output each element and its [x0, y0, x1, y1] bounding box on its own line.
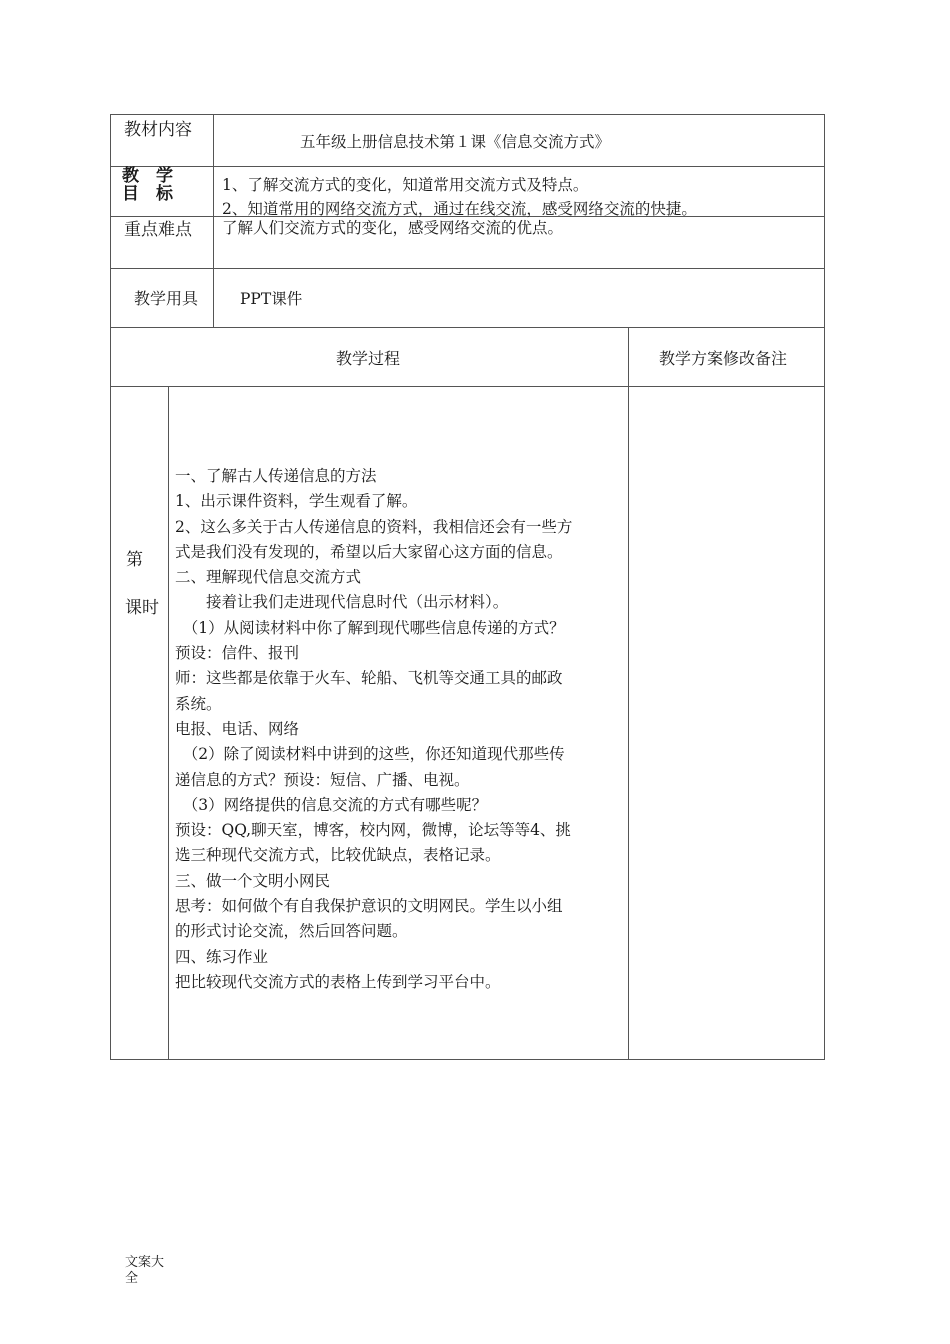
period-label-first: 第	[126, 550, 143, 570]
process-line: 选三种现代交流方式，比较优缺点，表格记录。	[175, 846, 501, 865]
goal-label-line1: 教 学	[122, 166, 173, 186]
goal-line: 1、了解交流方式的变化，知道常用交流方式及特点。	[222, 176, 589, 194]
table-border-bottom	[110, 1059, 825, 1060]
row-divider	[110, 268, 825, 269]
column-divider	[628, 327, 629, 1060]
process-line: （1）从阅读材料中你了解到现代哪些信息传递的方式？	[175, 618, 565, 637]
key-points-value: 了解人们交流方式的变化，感受网络交流的优点。	[222, 219, 564, 237]
footer-line: 文案大	[125, 1255, 165, 1270]
process-line: 一、了解古人传递信息的方法	[175, 467, 377, 485]
row-divider	[110, 166, 825, 167]
period-label-second: 课时	[125, 598, 159, 618]
process-line: 1、出示课件资料，学生观看了解。	[175, 492, 418, 511]
process-line: 电报、电话、网络	[175, 719, 300, 738]
column-divider	[168, 386, 169, 1060]
material-label: 教材内容	[124, 120, 192, 140]
process-line: 预设：信件、报刊	[175, 644, 300, 663]
table-border-left	[110, 114, 111, 1060]
process-line: 把比较现代交流方式的表格上传到学习平台中。	[175, 972, 501, 991]
process-line: 二、理解现代信息交流方式	[175, 568, 362, 587]
process-line: 师：这些都是依靠于火车、轮船、飞机等交通工具的邮政	[175, 669, 563, 688]
process-line: 四、练习作业	[175, 947, 269, 966]
process-line: 预设：QQ,聊天室，博客，校内网，微博，论坛等等4、挑	[175, 821, 571, 840]
process-line: 式是我们没有发现的，希望以后大家留心这方面的信息。	[175, 542, 563, 561]
page-footer	[125, 1255, 173, 1287]
notes-header: 教学方案修改备注	[659, 349, 788, 368]
table-border-right	[824, 114, 825, 1060]
process-line: 三、做一个文明小网民	[175, 871, 331, 890]
row-divider	[110, 327, 825, 328]
process-line: （2）除了阅读材料中讲到的这些，你还知道现代那些传	[175, 745, 565, 764]
process-line: 2、这么多关于古人传递信息的资料，我相信还会有一些方	[175, 517, 573, 536]
row-divider	[110, 386, 825, 387]
table-border-top	[110, 114, 825, 115]
process-header: 教学过程	[336, 349, 401, 368]
process-line: 系统。	[175, 694, 222, 713]
tools-value: PPT课件	[240, 290, 303, 308]
process-line: 接着让我们走进现代信息时代（出示材料）。	[175, 593, 509, 612]
key-points-label: 重点难点	[124, 220, 192, 240]
footer-line: 全	[125, 1271, 139, 1286]
goal-line: 2、知道常用的网络交流方式，通过在线交流，感受网络交流的快捷。	[222, 200, 697, 218]
process-line: 的形式讨论交流，然后回答问题。	[175, 922, 408, 941]
goal-label-line2: 目 标	[122, 184, 173, 204]
process-line: 递信息的方式？预设：短信、广播、电视。	[175, 770, 470, 789]
material-value: 五年级上册信息技术第１课《信息交流方式》	[300, 133, 611, 151]
column-divider	[213, 114, 214, 327]
process-content	[175, 464, 625, 995]
process-line: （3）网络提供的信息交流的方式有哪些呢？	[175, 795, 488, 814]
process-line: 思考：如何做个有自我保护意识的文明网民。学生以小组	[175, 897, 563, 916]
tools-label: 教学用具	[134, 289, 199, 308]
